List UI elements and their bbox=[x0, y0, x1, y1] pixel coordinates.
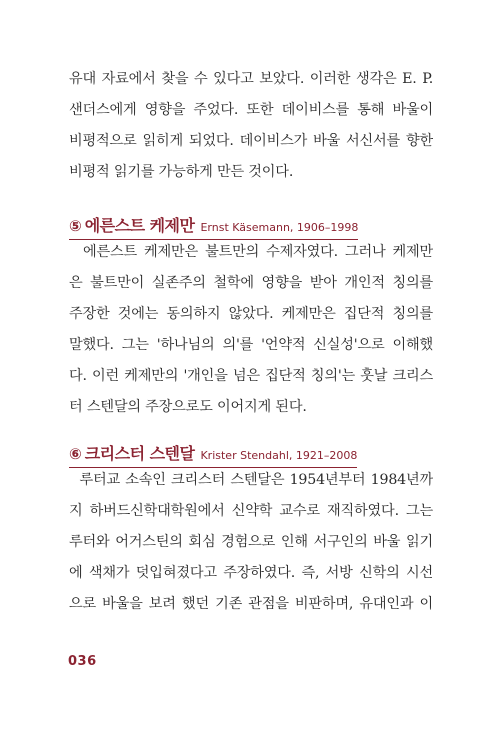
section-title: 에른스트 케제만 bbox=[84, 216, 195, 235]
section-5-body bbox=[69, 237, 433, 423]
section-6-heading bbox=[69, 441, 357, 468]
text-line: 은 불트만이 실존주의 철학에 영향을 받아 개인적 칭의를 bbox=[69, 275, 433, 291]
section-6-body bbox=[69, 465, 433, 620]
section-5-heading bbox=[69, 213, 358, 240]
intro-paragraph bbox=[69, 64, 433, 188]
text-line: 비평적으로 읽히게 되었다. 데이비스가 바울 서신서를 향한 bbox=[69, 133, 433, 149]
text-line: 샌더스에게 영향을 주었다. 또한 데이비스를 통해 바울이 bbox=[69, 102, 433, 118]
text-line: 다. 이런 케제만의 '개인을 넘은 집단적 칭의'는 훗날 크리스 bbox=[69, 368, 433, 384]
section-number: ⑥ bbox=[69, 445, 82, 463]
text-line: 유대 자료에서 찾을 수 있다고 보았다. 이러한 생각은 E. P. bbox=[69, 71, 433, 87]
text-line: 지 하버드신학대학원에서 신약학 교수로 재직하였다. 그는 bbox=[69, 503, 433, 519]
section-english-name: Krister Stendahl, 1921–2008 bbox=[200, 449, 358, 462]
text-line: 루터와 어거스틴의 회심 경험으로 인해 서구인의 바울 읽기 bbox=[69, 534, 433, 550]
text-line: 말했다. 그는 '하나님의 의'를 '언약적 신실성'으로 이해했 bbox=[69, 337, 433, 353]
text-line: 에른스트 케제만은 불트만의 수제자였다. 그러나 케제만 bbox=[69, 244, 433, 260]
text-line: 으로 바울을 보려 했던 기존 관점을 비판하며, 유대인과 이 bbox=[69, 596, 433, 612]
text-line: 루터교 소속인 크리스터 스텐달은 1954년부터 1984년까 bbox=[69, 472, 433, 488]
section-number: ⑤ bbox=[69, 217, 82, 235]
text-line: 주장한 것에는 동의하지 않았다. 케제만은 집단적 칭의를 bbox=[69, 306, 433, 322]
section-title: 크리스터 스텐달 bbox=[84, 444, 195, 463]
text-line: 터 스텐달의 주장으로도 이어지게 된다. bbox=[69, 399, 307, 415]
text-line: 비평적 읽기를 가능하게 만든 것이다. bbox=[69, 164, 294, 180]
section-english-name: Ernst Käsemann, 1906–1998 bbox=[200, 221, 359, 234]
text-line: 에 색채가 덧입혀졌다고 주장하였다. 즉, 서방 신학의 시선 bbox=[69, 565, 433, 581]
page-number: 036 bbox=[68, 654, 97, 669]
